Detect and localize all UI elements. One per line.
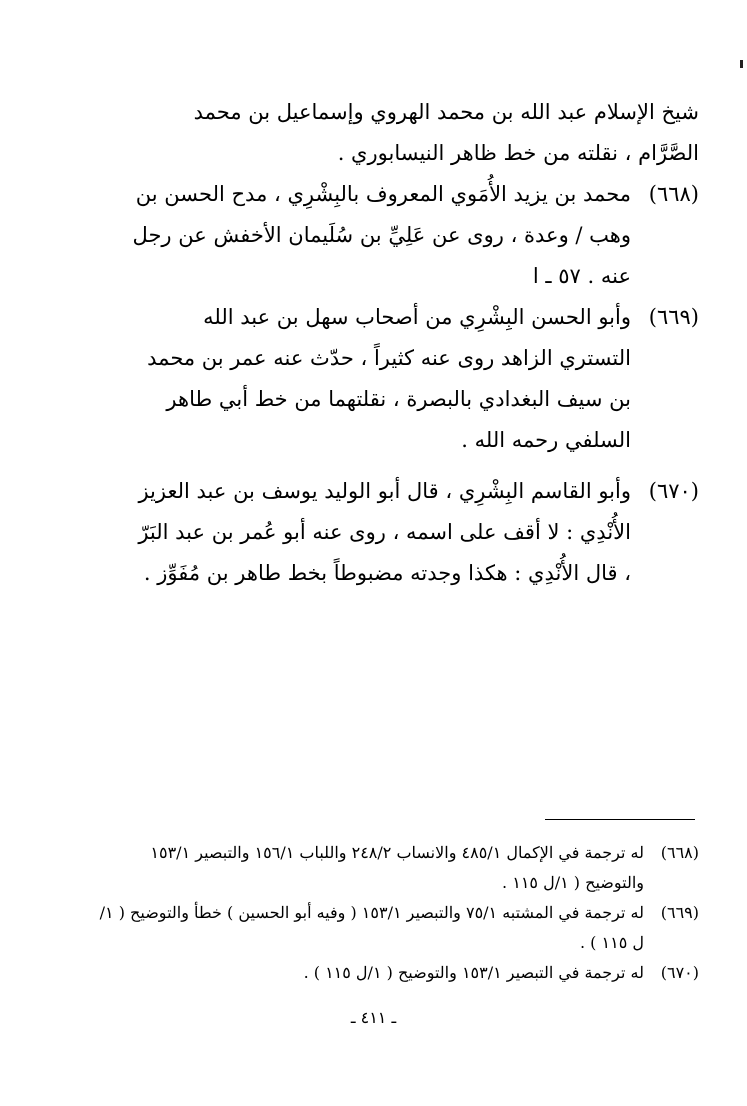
footnote-668 xyxy=(95,838,699,898)
footnote-text: له ترجمة في الإكمال ٤٨٥/١ والانساب ٢٤٨/٢ واللباب ١٥٦/١ والتبصير ١٥٣/١ والتوضيح ( ١/ل ١١٥ . xyxy=(150,843,644,892)
footnotes xyxy=(95,838,699,988)
page-number: ـ ٤١١ ـ xyxy=(350,1008,397,1027)
entry-669 xyxy=(130,297,699,461)
footnote-670 xyxy=(95,958,699,988)
footnote-number: (٦٧٠) xyxy=(660,963,699,982)
footnote-669 xyxy=(95,898,699,958)
main-text xyxy=(130,92,699,594)
footnote-number: (٦٦٨) xyxy=(660,843,699,862)
manuscript-folio-ref: ٥٧ ـ ا xyxy=(532,264,581,288)
entry-number: (٦٦٩) xyxy=(648,305,699,329)
entry-number: (٦٦٨) xyxy=(648,182,699,206)
scan-mark xyxy=(740,60,743,68)
entry-text: وأبو الحسن البِشْرِي من أصحاب سهل بن عبد الله التستري الزاهد روى عنه كثيراً ، حدّث عنه عمر بن محمد بن سيف البغدادي بالبصرة ، نقلتهما من خط أبي طاهر السلفي رحمه الله . xyxy=(147,305,631,452)
continuation-paragraph: شيخ الإسلام عبد الله بن محمد الهروي وإسماعيل بن محمد الصَّرَّام ، نقلته من خط ظاهر النيسابوري . xyxy=(193,100,699,165)
footnote-rule xyxy=(545,819,695,820)
footnote-number: (٦٦٩) xyxy=(660,903,699,922)
entry-670 xyxy=(130,471,699,594)
footnote-text: له ترجمة في التبصير ١٥٣/١ والتوضيح ( ١/ل ١١٥ ) . xyxy=(303,963,644,982)
entry-text: وأبو القاسم البِشْرِي ، قال أبو الوليد يوسف بن عبد العزيز الأُنْدِي : لا أقف على اسمه ، روى عنه أبو عُمر بن عبد البَرّ ، قال الأُنْدِي : هكذا وجدته مضبوطاً بخط طاهر بن مُفَوِّز . xyxy=(138,479,631,585)
footnote-text: له ترجمة في المشتبه ٧٥/١ والتبصير ١٥٣/١ ( وفيه أبو الحسين ) خطأ والتوضيح ( ١/ل ١١٥ ) . xyxy=(99,903,644,952)
entry-number: (٦٧٠) xyxy=(648,479,699,503)
entry-text: محمد بن يزيد الأُمَوي المعروف بالبِشْرِي ، مدح الحسن بن وهب / وعدة ، روى عن عَلِيِّ بن سُلَيمان الأخفش عن رجل عنه . xyxy=(132,182,631,288)
entry-668 xyxy=(130,174,699,297)
